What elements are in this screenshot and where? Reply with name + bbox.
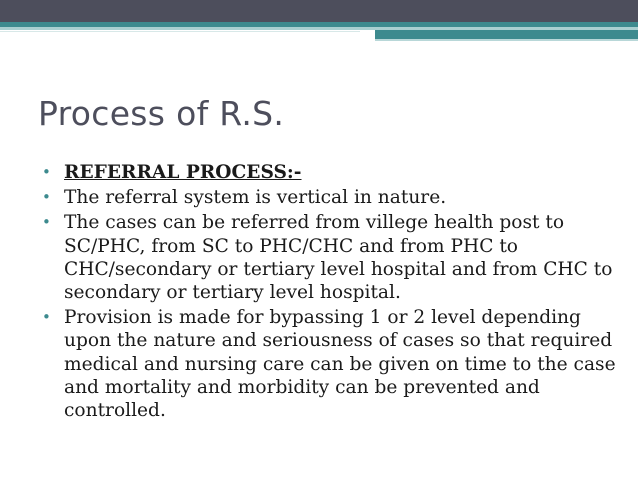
slide-title: Process of R.S.	[38, 94, 285, 133]
bullet-text: Provision is made for bypassing 1 or 2 level depending upon the nature and seriousness of cases so that required medical and nursing care can be given on time to the case and mortality and morbidity can be prevented and controlled.	[64, 307, 616, 422]
bullet-item	[40, 306, 625, 422]
bullet-text: The cases can be referred from villege health post to SC/PHC, from SC to PHC/CHC and from PHC to CHC/secondary or tertiary level hospital and from CHC to secondary or tertiary level hospital.	[64, 212, 613, 304]
bullet-item-heading	[40, 161, 625, 184]
header-accent-block	[375, 30, 638, 39]
bullet-item	[40, 186, 625, 209]
bullet-icon: •	[42, 163, 51, 181]
bullet-text: The referral system is vertical in nature.	[64, 187, 447, 209]
bullet-list	[40, 161, 625, 424]
header-bar	[0, 0, 638, 22]
bullet-item	[40, 211, 625, 304]
bullet-icon: •	[42, 308, 51, 327]
header-thin-line	[0, 31, 360, 32]
header-accent-block-underline	[375, 39, 638, 41]
bullet-text: REFERRAL PROCESS:-	[64, 162, 302, 183]
bullet-icon: •	[42, 213, 51, 232]
bullet-icon: •	[42, 188, 51, 207]
